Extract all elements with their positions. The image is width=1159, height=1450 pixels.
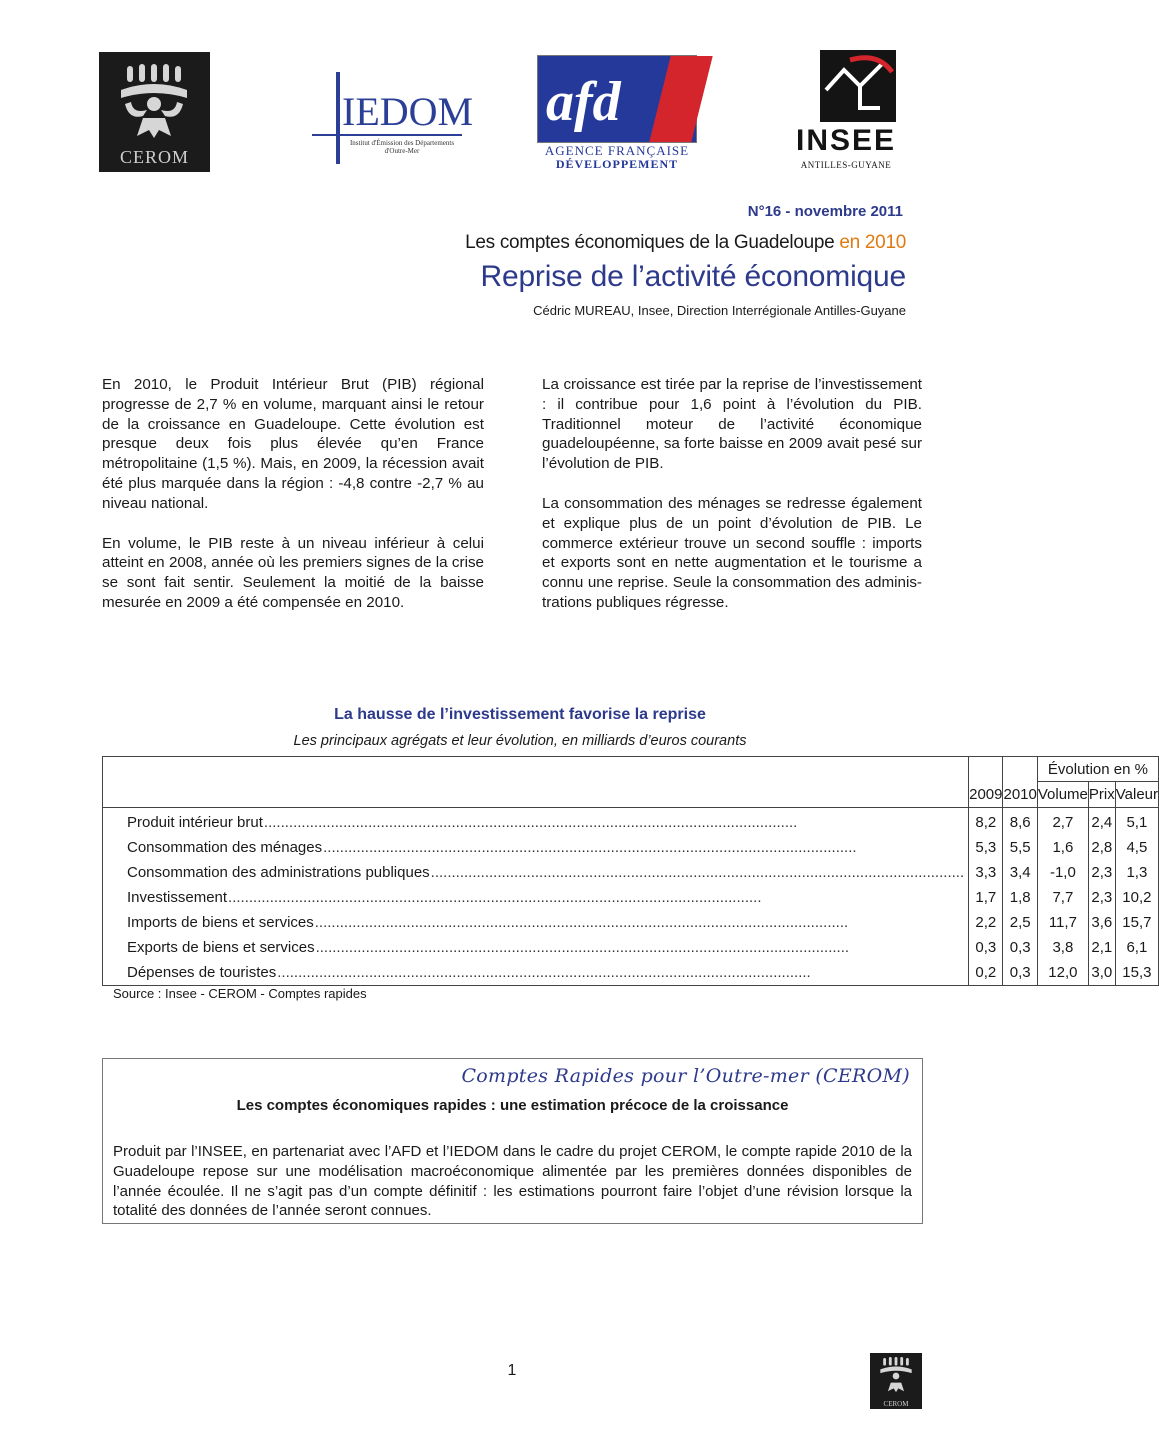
info-box (102, 1058, 923, 1224)
table-cell: 5,5 (1003, 835, 1037, 860)
table-row (103, 860, 1159, 885)
table-cell: 5,1 (1115, 808, 1158, 836)
author-line: Cédric MUREAU, Insee, Direction Interrégionale Antilles-Guyane (533, 303, 906, 318)
table-header-row-2 (103, 782, 1159, 808)
evolution-group-header: Évolution en % (1037, 757, 1158, 782)
table-row (103, 960, 1159, 986)
subtitle-year: en 2010 (839, 232, 906, 253)
afd-wordmark: afd (546, 71, 621, 133)
cerom-small-logo (870, 1353, 922, 1409)
iedom-logo (308, 60, 474, 170)
table-cell: 3,4 (1003, 860, 1037, 885)
table-cell: 1,3 (1115, 860, 1158, 885)
table-cell: 0,3 (1003, 960, 1037, 986)
table-row (103, 835, 1159, 860)
leader-dots (323, 839, 964, 856)
row-label: Exports de biens et services (127, 939, 315, 956)
page-number: 1 (507, 1362, 517, 1379)
cerom-logo (99, 52, 210, 172)
row-label: Produit intérieur brut (127, 814, 263, 831)
table-cell: 3,0 (1088, 960, 1115, 986)
table-cell: 0,3 (969, 935, 1003, 960)
table-row (103, 885, 1159, 910)
column-header: Prix (1088, 782, 1115, 808)
paragraph: La croissance est tirée par la reprise de l’investissement : il contribue pour 1,6 point à l’évolution du PIB. Traditionnel moteur de l’activité économique guadeloupéenne, sa forte baisse en 2009 avait pesé sur l’évolution de PIB. (542, 376, 922, 473)
table-cell: 2,7 (1037, 808, 1088, 836)
cerom-small-wordmark: CEROM (883, 1400, 909, 1408)
row-label: Investissement (127, 889, 228, 906)
table-cell: 3,8 (1037, 935, 1088, 960)
cerom-emblem-icon (878, 1357, 914, 1395)
table-cell: 0,2 (969, 960, 1003, 986)
column-header: 2010 (1003, 782, 1037, 808)
table-cell: 2,4 (1088, 808, 1115, 836)
table-row (103, 910, 1159, 935)
row-label: Dépenses de touristes (127, 964, 277, 981)
series-subtitle (465, 232, 906, 254)
table-row (103, 935, 1159, 960)
table-cell: 2,5 (1003, 910, 1037, 935)
afd-logo (537, 55, 697, 170)
afd-subtitle-1: AGENCE FRANÇAISE (544, 143, 690, 158)
row-label: Consommation des ménages (127, 839, 323, 856)
table-cell: 3,6 (1088, 910, 1115, 935)
leader-dots (316, 939, 965, 956)
table-cell: 4,5 (1115, 835, 1158, 860)
column-header: Valeur (1115, 782, 1158, 808)
table-cell: 8,2 (969, 808, 1003, 836)
table-body (103, 808, 1159, 986)
afd-red-band (649, 56, 712, 142)
leader-dots (315, 914, 964, 931)
cerom-wordmark: CEROM (119, 147, 189, 167)
table-cell: 1,7 (969, 885, 1003, 910)
table-cell: 0,3 (1003, 935, 1037, 960)
table-cell: 15,7 (1115, 910, 1158, 935)
table-header-row-1 (103, 757, 1159, 782)
leader-dots (264, 814, 964, 831)
column-header: 2009 (969, 782, 1003, 808)
iedom-subtitle: Institut d'Émission des Départements d'Outre-Mer (349, 139, 455, 155)
afd-logo-box (537, 55, 697, 143)
table-cell: 10,2 (1115, 885, 1158, 910)
table-cell: 2,8 (1088, 835, 1115, 860)
paragraph: En volume, le PIB reste à un niveau inférieur à celui atteint en 2008, année où les premiers signes de la crise se sont fait sentir. Seulement la moitié de la baisse mesurée en 2009 a été compensée en 2010. (102, 534, 484, 611)
table-cell: 3,3 (969, 860, 1003, 885)
afd-subtitle-2: DÉVELOPPEMENT (555, 157, 679, 171)
issue-number: N°16 - novembre 2011 (747, 203, 903, 220)
box-heading: Les comptes économiques rapides : une estimation précoce de la croissance (236, 1097, 789, 1114)
table-cell: 8,6 (1003, 808, 1037, 836)
body-column-right (542, 375, 922, 633)
paragraph: La consommation des ménages se redresse également et explique plus de un point d’évolution de PIB. Le commerce extérieur trouve un second souffle : imports et exports sont en nette augmentation et le tourisme a connu une reprise. Seule la consommation des adminis-trations publiques régresse. (542, 494, 922, 611)
iedom-wordmark: IEDOM (342, 89, 474, 134)
aggregates-table (102, 756, 1159, 986)
table-subtitle: Les principaux agrégats et leur évolution, en milliards d’euros courants (293, 733, 747, 749)
box-brand: Comptes Rapides pour l’Outre-mer (CEROM) (461, 1065, 910, 1087)
table-cell: 2,2 (969, 910, 1003, 935)
iedom-rule (312, 134, 462, 136)
row-label: Consommation des administrations publiques (127, 864, 430, 881)
row-label: Imports de biens et services (127, 914, 314, 931)
leader-dots (431, 864, 964, 881)
table-cell: 6,1 (1115, 935, 1158, 960)
body-column-left (102, 375, 484, 633)
table-row (103, 808, 1159, 836)
insee-subtitle: ANTILLES-GUYANE (800, 160, 892, 170)
table-cell: 11,7 (1037, 910, 1088, 935)
table-cell: 7,7 (1037, 885, 1088, 910)
table-cell: 5,3 (969, 835, 1003, 860)
insee-emblem-icon (820, 50, 896, 122)
table-source: Source : Insee - CEROM - Comptes rapides (113, 986, 367, 1001)
table-cell: 2,3 (1088, 885, 1115, 910)
cerom-emblem-icon (119, 64, 189, 144)
subtitle-main: Les comptes économiques de la Guadeloupe (465, 232, 840, 253)
table-cell: 12,0 (1037, 960, 1088, 986)
box-text: Produit par l’INSEE, en partenariat avec l’AFD et l’IEDOM dans le cadre du projet CEROM, le compte rapide 2010 de la Guadeloupe repose sur une modélisation macroéconomique alimentée par les premières données disponibles de l’année écoulée. Il ne s’agit pas d’un compte définitif : les estimations pourront faire l’objet d’une révision lorsque la totalité des données de l’année seront connues. (113, 1143, 912, 1220)
table-cell: 1,6 (1037, 835, 1088, 860)
table-cell: 2,1 (1088, 935, 1115, 960)
table-cell: 2,3 (1088, 860, 1115, 885)
iedom-bar (336, 72, 340, 164)
table-cell: -1,0 (1037, 860, 1088, 885)
page-title: Reprise de l’activité économique (480, 260, 906, 293)
table-cell: 15,3 (1115, 960, 1158, 986)
column-header: Volume (1037, 782, 1088, 808)
leader-dots (228, 889, 964, 906)
leader-dots (277, 964, 964, 981)
insee-mark (820, 50, 896, 122)
table-cell: 1,8 (1003, 885, 1037, 910)
insee-logo (790, 50, 902, 175)
table-title: La hausse de l’investissement favorise la reprise (334, 706, 706, 723)
insee-wordmark: INSEE (795, 124, 897, 157)
paragraph: En 2010, le Produit Intérieur Brut (PIB) régional progresse de 2,7 % en volume, marquant ainsi le retour de la croissance en Guadeloupe. Cette évolution est presque deux fois plus élevée qu’en France métropolitaine (1,5 %). Mais, en 2009, la récession avait été plus marquée dans la région : -4,8 contre -2,7 % au niveau national. (102, 376, 484, 512)
